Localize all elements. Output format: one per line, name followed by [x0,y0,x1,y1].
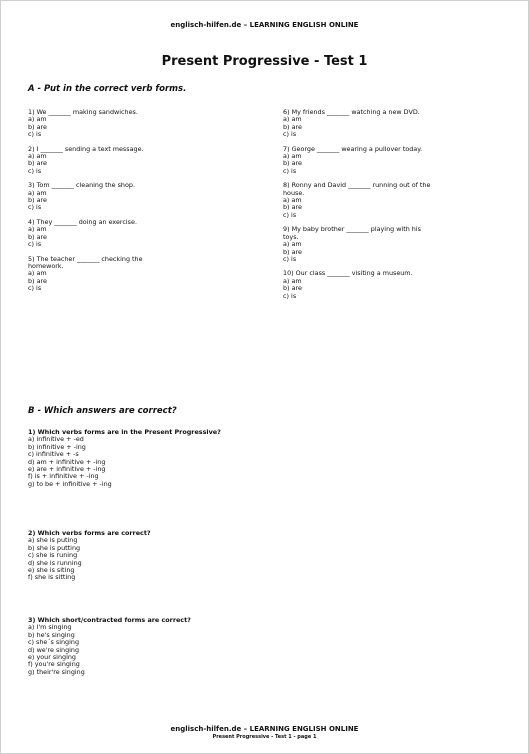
question-item [28,256,258,293]
section-a-right-column [283,109,508,307]
answer-option: c) infinitive + -s [28,450,79,459]
answer-option: c) she is runing [28,551,78,560]
question-item [283,270,508,300]
page-footer [1,725,528,740]
page-title: Present Progressive - Test 1 [161,54,368,69]
question-text: 6) My friends _______ watching a new DVD. [283,108,420,116]
answer-option: b) are [28,196,47,205]
answer-option: c) is [283,254,297,263]
question-text: 10) Our class _______ visiting a museum. [283,269,413,278]
answer-option: a) am [28,188,47,197]
question-item [283,182,508,219]
question-text: toys. [283,232,299,241]
question-text: 2) Which verbs forms are correct? [28,529,151,537]
answer-option: a) am [283,152,302,161]
answer-option: f) she is sitting [28,573,76,582]
answer-option: a) am [283,240,302,249]
answer-option: b) are [28,232,47,241]
question-item [28,146,258,176]
question-text: 4) They _______ doing an exercise. [28,217,137,226]
answer-option: c) is [283,210,297,219]
answer-option: g) to be + infinitive + -ing [28,479,112,488]
answer-option: a) am [28,115,47,124]
answer-option: b) are [283,247,302,256]
answer-option: b) are [28,276,47,285]
answer-option: c) is [283,130,297,139]
answer-option: a) she is puting [28,536,78,545]
answer-option: a) am [283,196,302,205]
question-text: 5) The teacher _______ checking the [28,254,143,263]
answer-option: c) she´s singing [28,638,80,647]
answer-option: d) she is running [28,558,82,567]
answer-option: a) am [283,115,302,124]
answer-option: a) am [28,225,47,234]
answer-option: c) is [28,240,42,249]
question-text: house. [283,188,305,197]
answer-option: a) am [28,269,47,278]
footer-line-2: Present Progressive - Test 1 - page 1 [212,734,317,740]
section-b-question-2 [28,530,151,582]
answer-option: c) is [283,166,297,175]
section-b-question-1 [28,429,221,488]
question-text: 3) Which short/contracted forms are correct? [28,616,191,624]
answer-option: b) she is putting [28,543,81,552]
answer-option: c) is [283,291,297,300]
question-text: 2) I _______ sending a text message. [28,144,144,153]
question-item [283,146,508,176]
section-b-heading: B - Which answers are correct? [28,406,177,416]
question-item [28,182,258,212]
answer-option: b) he's singing [28,630,75,639]
footer-line-1: englisch-hilfen.de – LEARNING ENGLISH ONLINE [170,725,359,733]
answer-option: b) are [283,203,302,212]
answer-option: b) are [283,159,302,168]
answer-option: e) are + infinitive + -ing [28,465,106,474]
question-item [28,109,258,139]
answer-option: a) I'm singing [28,623,72,632]
section-a-heading: A - Put in the correct verb forms. [28,84,187,94]
answer-option: b) are [283,122,302,131]
question-item [283,226,508,263]
answer-option: a) am [28,152,47,161]
answer-option: e) she is siting [28,566,75,575]
answer-option: d) am + infinitive + -ing [28,457,106,466]
answer-option: c) is [28,203,42,212]
question-text: 1) We _______ making sandwiches. [28,108,138,116]
answer-option: b) are [283,284,302,293]
answer-option: f) you're singing [28,660,80,669]
answer-option: g) their're singing [28,667,85,676]
question-text: 9) My baby brother _______ playing with his [283,225,421,234]
question-text: 3) Tom _______ cleaning the shop. [28,181,135,190]
answer-option: e) your singing [28,653,76,662]
section-a-left-column [28,109,258,300]
answer-option: b) are [28,159,47,168]
answer-option: a) infinitive + -ed [28,435,84,444]
answer-option: c) is [28,166,42,175]
question-item [28,219,258,249]
answer-option: f) is + infinitive + -ing [28,472,99,481]
answer-option: a) am [283,276,302,285]
answer-option: c) is [28,130,42,139]
question-text: homework. [28,261,64,270]
question-text: 1) Which verbs forms are in the Present Progressive? [28,428,221,436]
answer-option: d) we're singing [28,645,80,654]
page-header: englisch-hilfen.de – LEARNING ENGLISH ONLINE [170,21,359,29]
answer-option: b) are [28,122,47,131]
section-b-question-3 [28,617,191,676]
question-item [283,109,508,139]
answer-option: b) infinitive + -ing [28,442,86,451]
question-text: 7) George _______ wearing a pullover today. [283,144,423,153]
question-text: 8) Ronny and David _______ running out of the [283,181,431,190]
answer-option: c) is [28,284,42,293]
